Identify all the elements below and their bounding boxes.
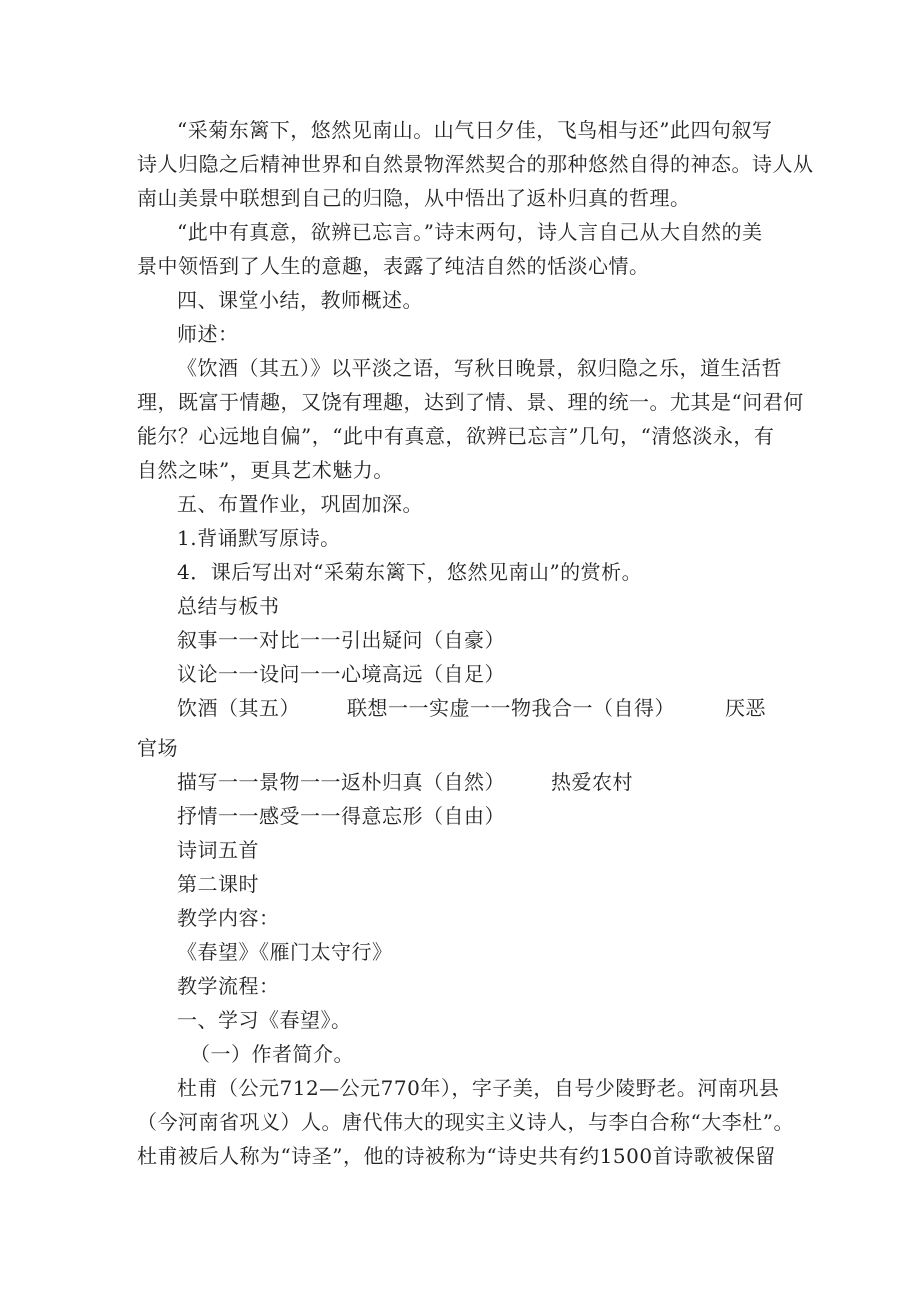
paragraph-line: 诗人归隐之后精神世界和自然景物浑然契合的那种悠然自得的神态。诗人从 — [137, 152, 814, 176]
section-heading: 第二课时 — [177, 872, 259, 896]
board-line: 联想一一实虚一一物我合一（自得） — [347, 696, 675, 720]
paragraph-line: 杜甫（公元712—公元770年），字子美，自号少陵野老。河南巩县 — [177, 1076, 780, 1100]
section-heading: 诗词五首 — [177, 838, 259, 862]
list-item: 1.背诵默写原诗。 — [177, 526, 341, 550]
paragraph-line: 南山美景中联想到自己的归隐，从中悟出了返朴归真的哲理。 — [137, 186, 691, 210]
section-heading: 四、课堂小结，教师概述。 — [177, 288, 423, 312]
paragraph-line: “采菊东篱下，悠然见南山。山气日夕佳，飞鸟相与还”此四句叙写 — [177, 118, 773, 142]
paragraph-line: 杜甫被后人称为“诗圣”，他的诗被称为“诗史共有约1500首诗歌被保留 — [137, 1144, 776, 1168]
section-heading: 五、布置作业，巩固加深。 — [177, 492, 423, 516]
board-line: 议论一一设问一一心境高远（自足） — [177, 662, 505, 686]
board-line: 热爱农村 — [551, 770, 633, 794]
paragraph-line: 自然之味”，更具艺术魅力。 — [137, 458, 394, 482]
board-heading: 总结与板书 — [177, 594, 280, 618]
board-line: 官场 — [137, 736, 178, 760]
list-item: 4．课后写出对“采菊东篱下，悠然见南山”的赏析。 — [177, 560, 643, 584]
paragraph-line: “此中有真意，欲辨已忘言。”诗末两句，诗人言自己从大自然的美 — [177, 220, 763, 244]
section-heading: 教学内容： — [177, 906, 280, 930]
board-line: 抒情一一感受一一得意忘形（自由） — [177, 804, 505, 828]
section-heading: 一、学习《春望》。 — [177, 1008, 352, 1032]
board-line: 厌恶 — [725, 696, 766, 720]
section-heading: 教学流程： — [177, 974, 280, 998]
paragraph-line: 师述： — [177, 322, 239, 346]
board-line: 描写一一景物一一返朴归真（自然） — [177, 770, 505, 794]
subsection-heading: （一）作者简介。 — [190, 1042, 354, 1066]
paragraph-line: 理，既富于情趣，又饶有理趣，达到了情、景、理的统一。尤其是“问君何 — [137, 390, 804, 414]
paragraph-line: 能尔？心远地自偏”，“此中有真意，欲辨已忘言”几句，“清悠淡永，有 — [137, 424, 775, 448]
board-line: 叙事一一对比一一引出疑问（自豪） — [177, 628, 505, 652]
board-title: 饮酒（其五） — [177, 696, 300, 720]
paragraph-line: （今河南省巩义）人。唐代伟大的现实主义诗人，与李白合称“大李杜”。 — [137, 1110, 794, 1134]
paragraph-line: 《春望》《雁门太守行》 — [177, 940, 393, 964]
paragraph-line: 景中领悟到了人生的意趣，表露了纯洁自然的恬淡心情。 — [137, 254, 650, 278]
paragraph-line: 《饮酒（其五）》以平淡之语，写秋日晚景，叙归隐之乐，道生活哲 — [177, 356, 782, 380]
